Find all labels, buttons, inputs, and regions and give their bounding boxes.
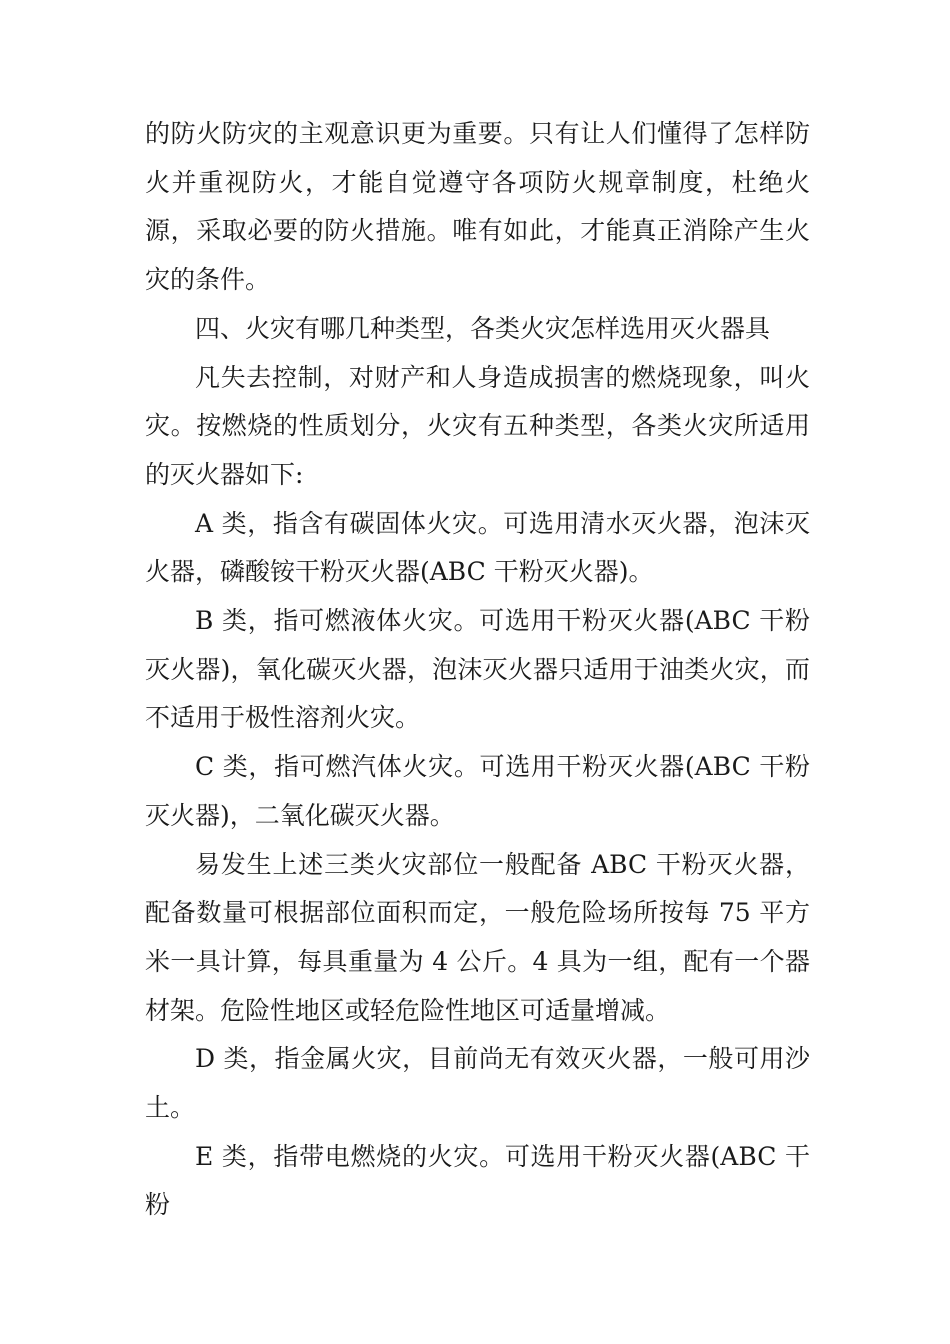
paragraph-extinguisher-allocation: 易发生上述三类火灾部位一般配备 ABC 干粉灭火器，配备数量可根据部位面积而定，一般危险场所按每 75 平方米一具计算，每具重量为 4 公斤。4 具为一组，配有一个器材架。危险性地区或轻危险性地区可适量增减。 <box>145 849 810 1025</box>
paragraph-class-b: B 类，指可燃液体火灾。可选用干粉灭火器(ABC 干粉灭火器)，氧化碳灭火器，泡沫灭火器只适用于油类火灾，而不适用于极性溶剂火灾。 <box>145 606 810 733</box>
section-heading-fire-types: 四、火灾有哪几种类型，各类火灾怎样选用灭火器具 <box>195 313 771 343</box>
paragraph-class-e: E 类，指带电燃烧的火灾。可选用干粉灭火器(ABC 干粉 <box>145 1141 810 1220</box>
paragraph-0: 的防火防灾的主观意识更为重要。只有让人们懂得了怎样防火并重视防火，才能自觉遵守各项防火规章制度，杜绝火源，采取必要的防火措施。唯有如此，才能真正消除产生火灾的条件。 <box>145 119 810 295</box>
paragraph-fire-definition: 凡失去控制，对财产和人身造成损害的燃烧现象，叫火灾。按燃烧的性质划分，火灾有五种类型，各类火灾所适用的灭火器如下: <box>145 362 810 489</box>
paragraph-class-a: A 类，指含有碳固体火灾。可选用清水灭火器，泡沫灭火器，磷酸铵干粉灭火器(ABC 干粉灭火器)。 <box>145 508 810 587</box>
paragraph-class-d: D 类，指金属火灾，目前尚无有效灭火器，一般可用沙土。 <box>145 1044 810 1123</box>
paragraph-class-c: C 类，指可燃汽体火灾。可选用干粉灭火器(ABC 干粉灭火器)，二氧化碳灭火器。 <box>145 752 810 830</box>
document-body <box>145 110 810 1230</box>
